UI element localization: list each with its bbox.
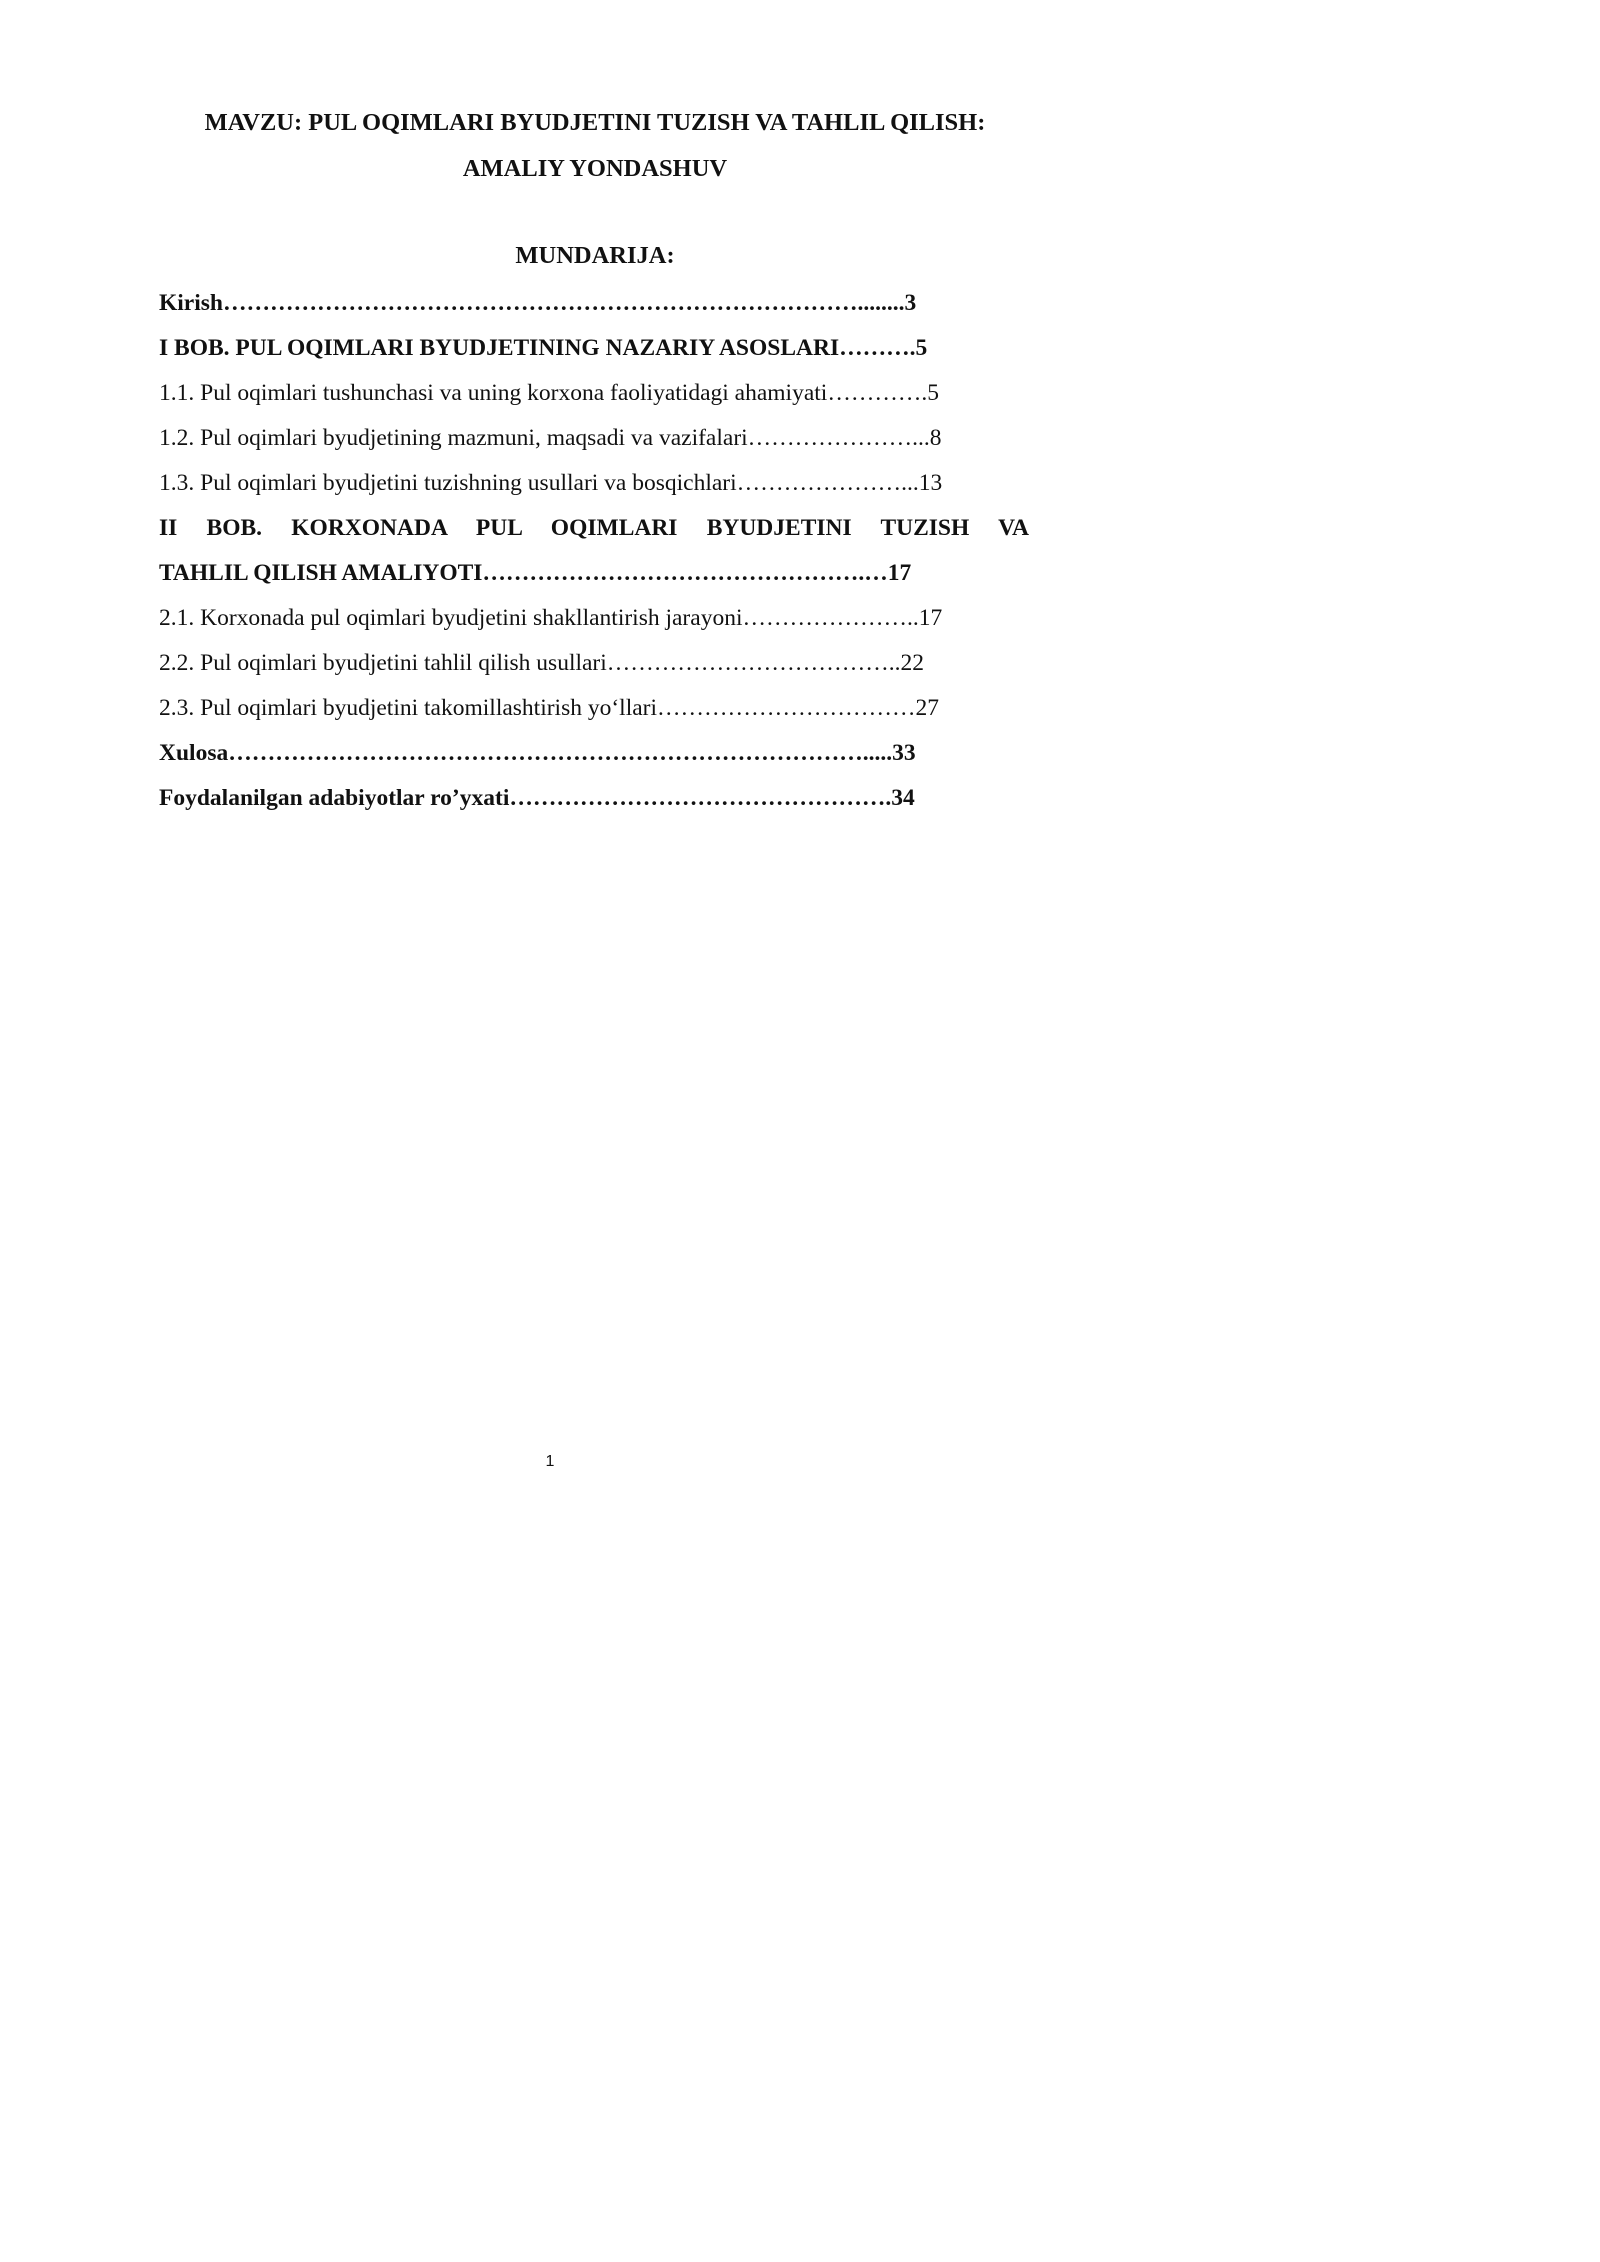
- toc-entry-chapter-2-line-2: TAHLIL QILISH AMALIYOTI………………………………………….…17: [159, 560, 912, 586]
- page-number: 1: [545, 1453, 555, 1470]
- toc-entry-2-3: 2.3. Pul oqimlari byudjetini takomillashtirish yo‘llari……………………………27: [159, 695, 940, 721]
- title-line-1: MAVZU: PUL OQIMLARI BYUDJETINI TUZISH VA TAHLIL QILISH:: [204, 109, 986, 136]
- table-of-contents: [159, 281, 1029, 821]
- toc-entry-kirish: Kirish………………………………………………………………………........3: [159, 290, 917, 316]
- toc-entry-1-3: 1.3. Pul oqimlari byudjetini tuzishning usullari va bosqichlari…………………...13: [159, 470, 943, 496]
- title-line-2: AMALIY YONDASHUV: [462, 155, 728, 182]
- toc-entry-1-1: 1.1. Pul oqimlari tushunchasi va uning korxona faoliyatidagi ahamiyati………….5: [159, 380, 939, 406]
- toc-entry-2-1: 2.1. Korxonada pul oqimlari byudjetini shakllantirish jarayoni…………………..17: [159, 605, 943, 631]
- toc-entry-1-2: 1.2. Pul oqimlari byudjetining mazmuni, maqsadi va vazifalari…………………...8: [159, 425, 942, 451]
- toc-entry-2-2: 2.2. Pul oqimlari byudjetini tahlil qilish usullari………………………………..22: [159, 650, 925, 676]
- document-title: [160, 100, 1030, 192]
- document-page: [0, 0, 1100, 1600]
- toc-entry-chapter-1: I BOB. PUL OQIMLARI BYUDJETINING NAZARIY ASOSLARI……….5: [159, 335, 928, 361]
- toc-entry-references: Foydalanilgan adabiyotlar ro’yxati………………………………………….34: [159, 785, 915, 811]
- toc-entry-chapter-2-line-1: II BOB. KORXONADA PUL OQIMLARI BYUDJETINI TUZISH VA: [159, 515, 1029, 541]
- toc-heading: MUNDARIJA:: [515, 242, 675, 269]
- toc-entry-xulosa: Xulosa……………………………………………………………………….....33: [159, 740, 916, 766]
